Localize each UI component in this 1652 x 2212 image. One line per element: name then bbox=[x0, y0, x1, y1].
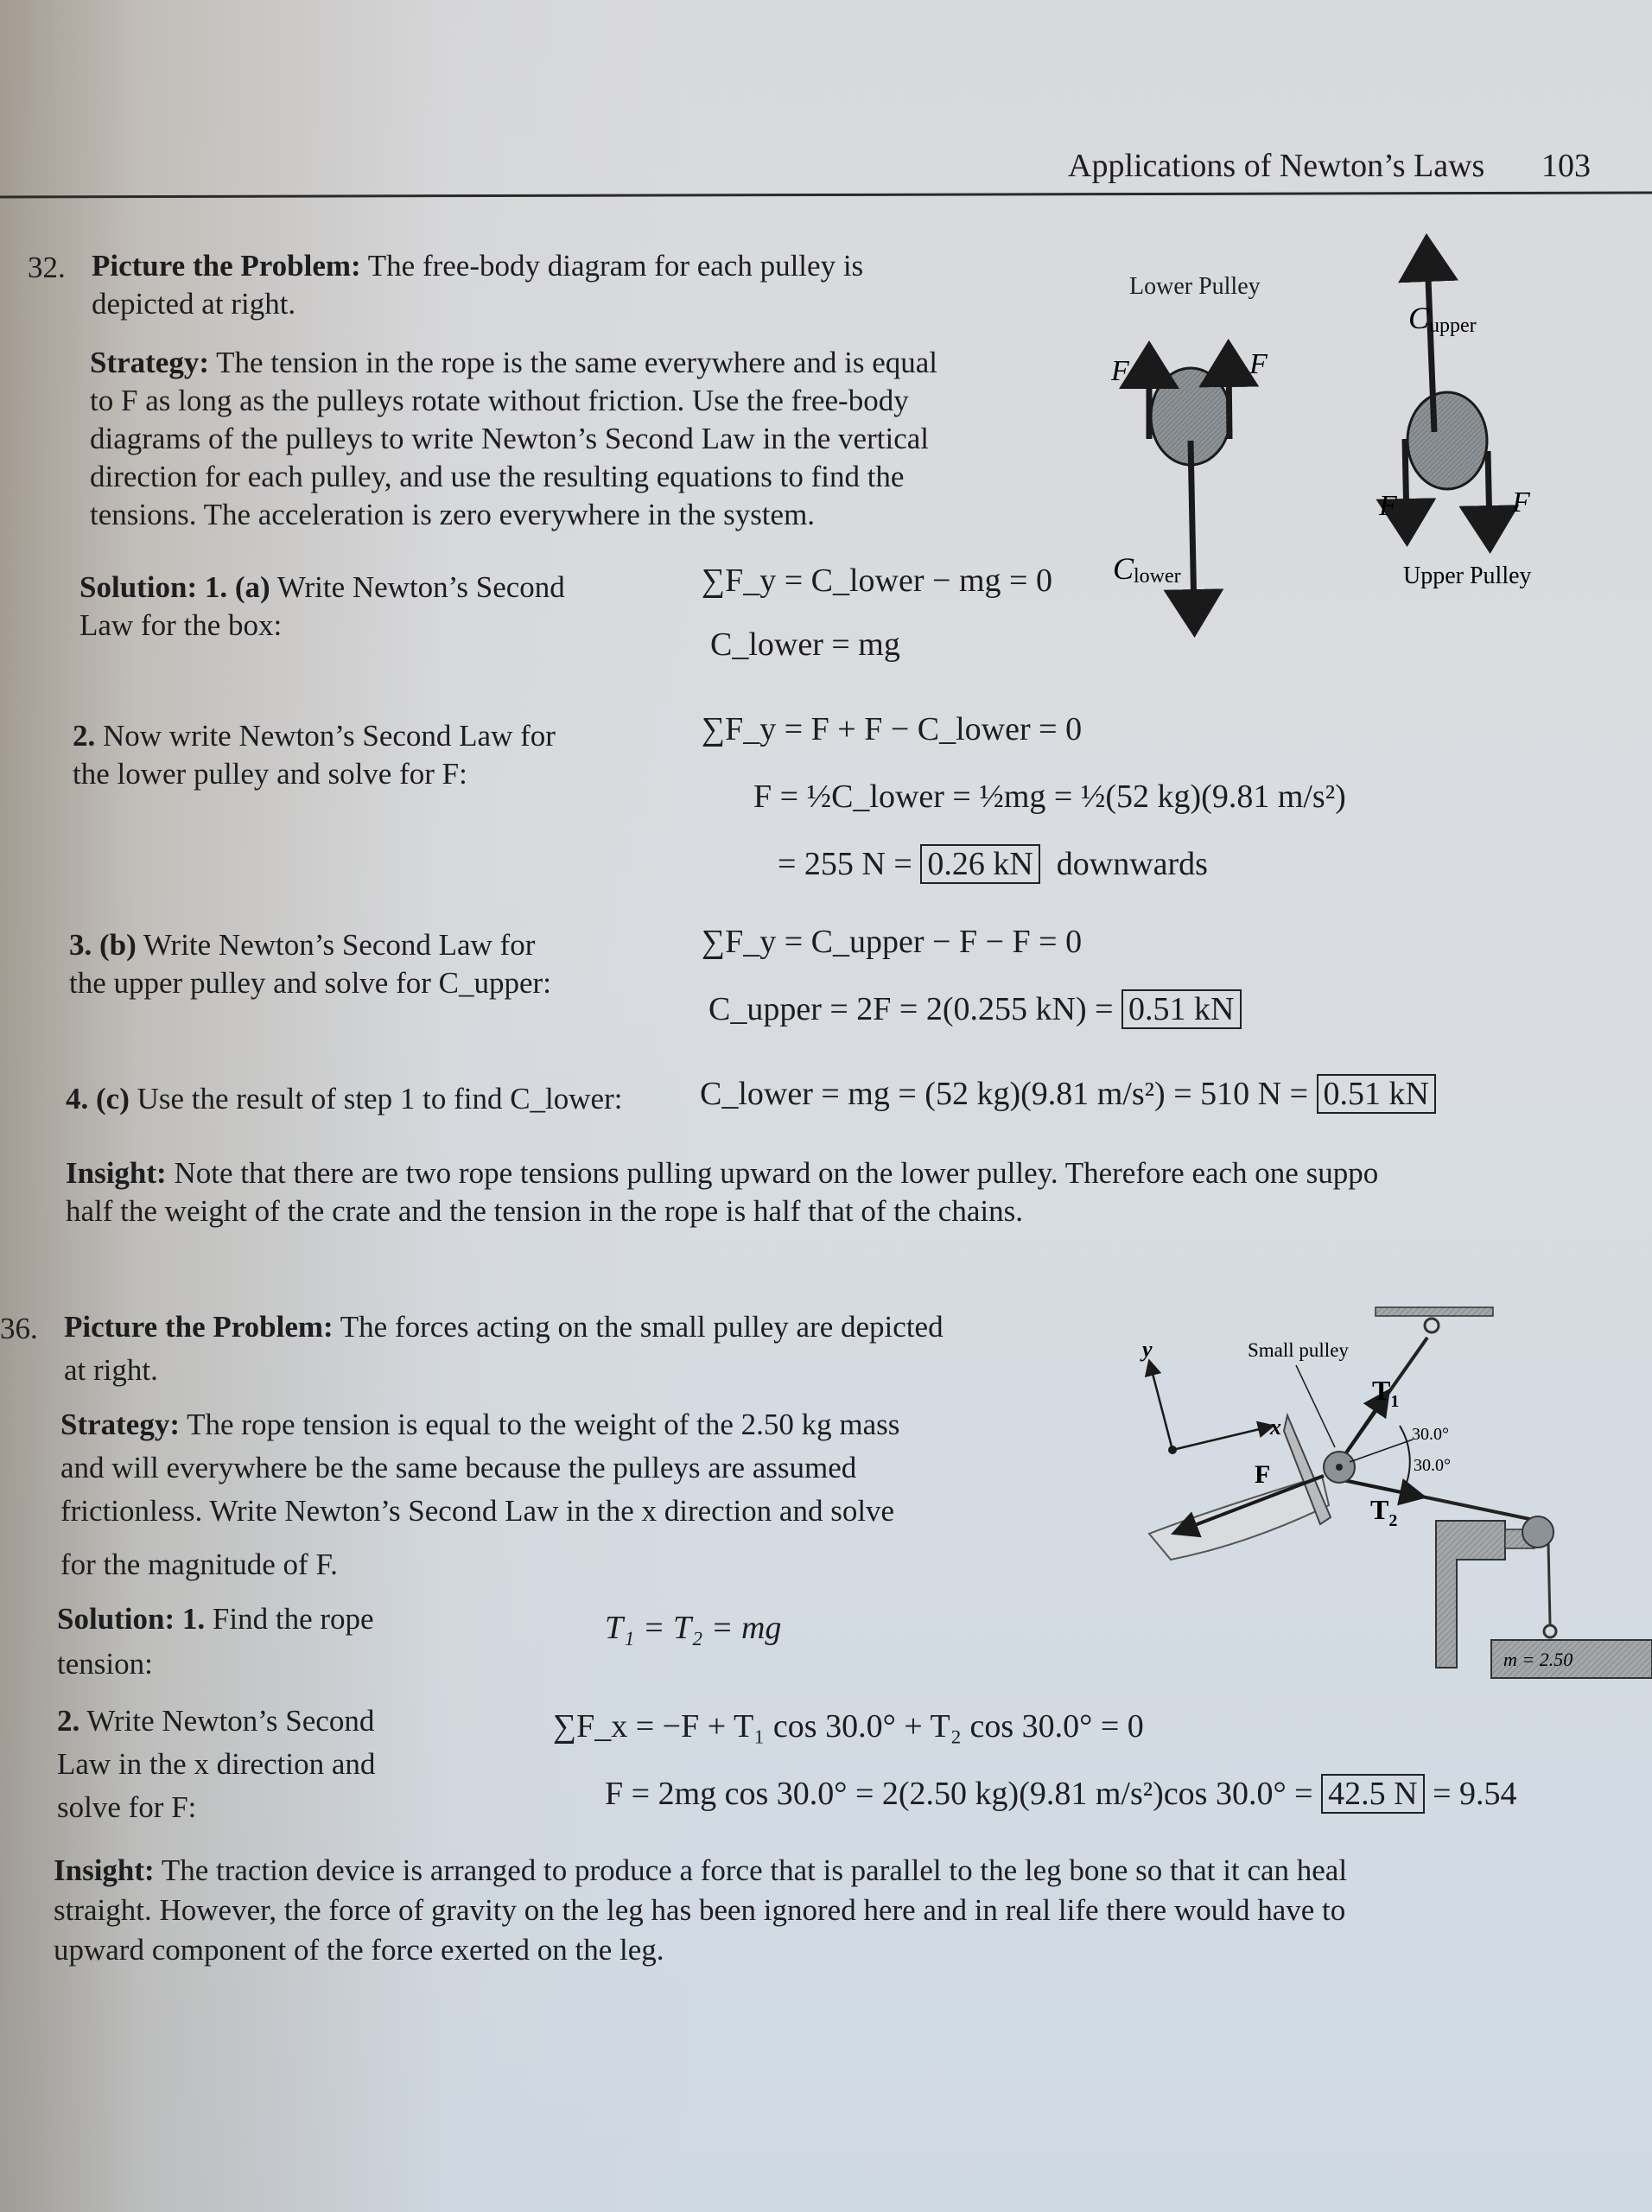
strategy-label: Strategy: bbox=[60, 1408, 181, 1441]
c-lower-label: Clower bbox=[1113, 551, 1181, 588]
insight-line: upward component of the force exerted on the leg. bbox=[54, 1933, 664, 1967]
axis-origin bbox=[1168, 1446, 1177, 1454]
strategy-line: diagrams of the pulleys to write Newton’s Second Law in the vertical bbox=[90, 422, 929, 455]
p32-step1-eq2: C_lower = mg bbox=[710, 626, 900, 663]
step-label: 3. (b) bbox=[69, 928, 137, 962]
problem-32-number: 32. bbox=[28, 251, 66, 284]
p32-step1-label bbox=[79, 569, 565, 607]
insight-line: The traction device is arranged to produce a force that is parallel to the leg bone so that it can heal bbox=[161, 1853, 1348, 1887]
answer-box: 0.26 kN bbox=[920, 844, 1039, 884]
p36-step2-eq1: ∑F_x = −F + T₁ cos 30.0° + T₂ cos 30.0° = 0 bbox=[553, 1708, 1144, 1745]
picture-label: Picture the Problem: bbox=[92, 249, 361, 283]
y-axis-label: y bbox=[1142, 1337, 1153, 1362]
p36-step1-text: tension: bbox=[57, 1647, 153, 1681]
step-label: Solution: 1. (a) bbox=[79, 570, 270, 604]
strategy-line: for the magnitude of F. bbox=[60, 1548, 338, 1581]
p32-step2-text: the lower pulley and solve for F: bbox=[73, 757, 467, 791]
force-F-label: F bbox=[1512, 486, 1530, 518]
lower-pulley-title: Lower Pulley bbox=[1129, 273, 1261, 300]
step-text: Use the result of step 1 to find C_lower: bbox=[137, 1082, 623, 1116]
force-F-label: F bbox=[1249, 348, 1268, 380]
upper-pulley-disk bbox=[1407, 392, 1487, 489]
problem-36-picture bbox=[64, 1308, 944, 1346]
strategy-line: direction for each pulley, and use the resulting equations to find the bbox=[90, 460, 905, 493]
eq-prefix: C_lower = mg = (52 kg)(9.81 m/s²) = 510 N = bbox=[700, 1076, 1309, 1112]
picture-label: Picture the Problem: bbox=[64, 1310, 334, 1344]
eq-suffix: = 9.54 bbox=[1433, 1776, 1517, 1812]
eq-suffix: downwards bbox=[1056, 846, 1208, 882]
p32-step4 bbox=[66, 1080, 622, 1118]
insight-label: Insight: bbox=[66, 1156, 167, 1190]
ceiling-hook-icon bbox=[1425, 1319, 1439, 1332]
chapter-title: Applications of Newton’s Laws bbox=[1068, 148, 1485, 184]
problem-36-number: 36. bbox=[0, 1312, 38, 1345]
strategy-line: to F as long as the pulleys rotate without friction. Use the free-body bbox=[90, 384, 909, 417]
picture-text: The forces acting on the small pulley are depicted bbox=[340, 1310, 944, 1344]
step-text: Write Newton’s Second bbox=[86, 1704, 375, 1738]
p36-step1-eq: T₁ = T₂ = mg bbox=[605, 1610, 782, 1646]
strategy-line: The rope tension is equal to the weight of the 2.50 kg mass bbox=[187, 1408, 900, 1441]
insight-line: Note that there are two rope tensions pulling upward on the lower pulley. Therefore each one suppo bbox=[174, 1156, 1379, 1190]
step-label: 4. (c) bbox=[66, 1082, 130, 1116]
eq-prefix: F = 2mg cos 30.0° = 2(2.50 kg)(9.81 m/s²)cos 30.0° = bbox=[605, 1776, 1313, 1812]
p36-step2-label bbox=[57, 1702, 374, 1740]
step-text: Write Newton’s Second Law for bbox=[143, 928, 536, 962]
eq-prefix: C_upper = 2F = 2(0.255 kN) = bbox=[708, 991, 1114, 1027]
p32-step1-eq1: ∑F_y = C_lower − mg = 0 bbox=[702, 563, 1052, 599]
step-text: Find the rope bbox=[212, 1602, 374, 1636]
x-axis-label: x bbox=[1270, 1414, 1281, 1440]
t2-arrow bbox=[1339, 1479, 1414, 1495]
f-label: F bbox=[1255, 1460, 1271, 1489]
p32-step2-eq3 bbox=[778, 845, 1208, 883]
insight-line: straight. However, the force of gravity on the leg has been ignored here and in real life there would have to bbox=[54, 1893, 1346, 1927]
t1-label: $T_1$ bbox=[1372, 1375, 1400, 1411]
force-F-label: F bbox=[1111, 355, 1129, 387]
p32-step3-eq2 bbox=[708, 990, 1242, 1028]
weight-hook-icon bbox=[1544, 1625, 1556, 1637]
page-number: 103 bbox=[1541, 148, 1591, 184]
step-label: Solution: 1. bbox=[57, 1602, 206, 1636]
t2-label: $T_2$ bbox=[1370, 1494, 1398, 1530]
picture-text: The free-body diagram for each pulley is bbox=[367, 249, 864, 283]
p32-step4-eq bbox=[700, 1075, 1436, 1113]
upper-force-arrow-right bbox=[1488, 451, 1490, 530]
ceiling-mount bbox=[1376, 1307, 1493, 1316]
p32-step2-label bbox=[73, 717, 556, 755]
force-F-label: F bbox=[1379, 490, 1397, 522]
p32-step3-eq1: ∑F_y = C_upper − F − F = 0 bbox=[702, 924, 1083, 960]
upper-pulley-title: Upper Pulley bbox=[1403, 563, 1532, 589]
p32-insight bbox=[66, 1154, 1652, 1230]
step-label: 2. bbox=[57, 1704, 80, 1738]
problem-36-strategy bbox=[60, 1403, 1141, 1586]
p36-step2-text: Law in the x direction and bbox=[57, 1747, 376, 1781]
insight-line: half the weight of the crate and the tension in the rope is half that of the chains. bbox=[66, 1194, 1023, 1228]
answer-box: 0.51 kN bbox=[1121, 989, 1241, 1029]
p32-step3-text: the upper pulley and solve for C_upper: bbox=[69, 966, 551, 1000]
p36-step2-eq2 bbox=[605, 1775, 1517, 1813]
step-text: Write Newton’s Second bbox=[276, 570, 565, 604]
angle-1-label: 30.0° bbox=[1412, 1425, 1449, 1444]
p36-insight bbox=[54, 1851, 1652, 1970]
small-pulley-label: Small pulley bbox=[1248, 1339, 1349, 1361]
answer-box: 42.5 N bbox=[1321, 1774, 1424, 1814]
pulley-axle bbox=[1336, 1464, 1343, 1471]
eq-prefix: = 255 N = bbox=[778, 846, 912, 882]
step-text: Now write Newton’s Second Law for bbox=[103, 719, 556, 753]
bracket-pulley bbox=[1522, 1516, 1554, 1548]
answer-box: 0.51 kN bbox=[1317, 1074, 1436, 1114]
strategy-line: frictionless. Write Newton’s Second Law in the x direction and solve bbox=[60, 1494, 895, 1528]
strategy-label: Strategy: bbox=[90, 346, 210, 379]
p36-step2-text: solve for F: bbox=[57, 1790, 197, 1824]
step-label: 2. bbox=[73, 719, 96, 753]
problem-32-strategy bbox=[90, 344, 1083, 534]
weight-rope bbox=[1548, 1543, 1550, 1624]
strategy-line: tensions. The acceleration is zero everywhere in the system. bbox=[90, 498, 816, 531]
c-lower-arrow bbox=[1191, 441, 1194, 613]
small-pulley-leader bbox=[1296, 1365, 1335, 1447]
p32-step2-eq1: ∑F_y = F + F − C_lower = 0 bbox=[702, 711, 1083, 747]
traction-pulley-diagram bbox=[1123, 1279, 1652, 1694]
angle-bisector bbox=[1350, 1440, 1413, 1462]
upper-force-arrow-left bbox=[1405, 439, 1407, 523]
leg-cast bbox=[1149, 1476, 1329, 1560]
insight-label: Insight: bbox=[54, 1853, 155, 1887]
strategy-line: and will everywhere be the same because the pulleys are assumed bbox=[60, 1451, 857, 1484]
p32-step3-label bbox=[69, 926, 535, 964]
p32-step1-text: Law for the box: bbox=[79, 608, 283, 642]
problem-36-picture-cont: at right. bbox=[64, 1353, 158, 1387]
strategy-line: The tension in the rope is the same everywhere and is equal bbox=[216, 346, 937, 379]
pulley-free-body-diagram bbox=[1080, 225, 1652, 674]
p36-step1-label bbox=[57, 1600, 374, 1638]
problem-32-picture bbox=[92, 247, 863, 285]
c-upper-label: Cupper bbox=[1408, 301, 1477, 337]
mass-label: m = 2.50 bbox=[1503, 1649, 1573, 1670]
angle-2-label: 30.0° bbox=[1414, 1456, 1451, 1475]
problem-32-picture-cont: depicted at right. bbox=[92, 287, 296, 321]
x-axis bbox=[1172, 1427, 1267, 1450]
p32-step2-eq2: F = ½C_lower = ½mg = ½(52 kg)(9.81 m/s²) bbox=[753, 779, 1346, 815]
header-rule bbox=[0, 191, 1652, 198]
angle-arc bbox=[1400, 1426, 1410, 1483]
y-axis bbox=[1151, 1367, 1172, 1450]
